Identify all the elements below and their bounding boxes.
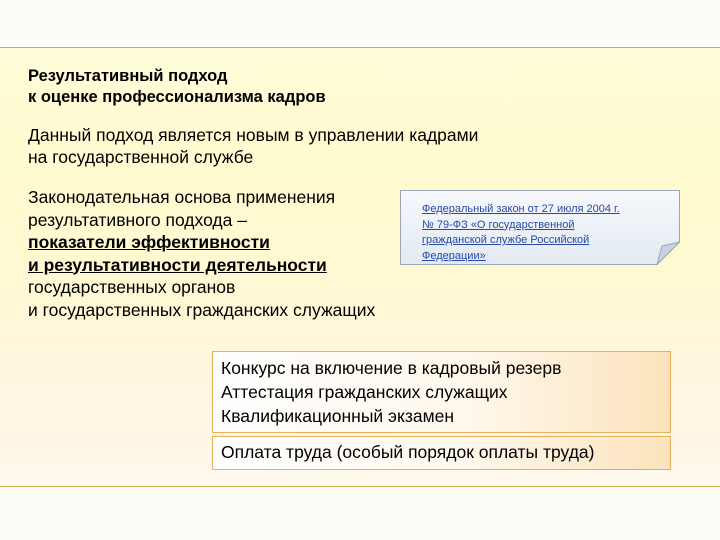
law-link-line[interactable]: Федеральный закон от 27 июля 2004 г. [422,203,620,215]
basis-emphasis-line: и результативности деятельности [28,254,327,275]
basis-line: и государственных гражданских служащих [28,299,376,320]
method-item: Квалификационный экзамен [221,406,455,426]
basis-line: государственных органов [28,277,236,297]
subtitle-line: Данный подход является новым в управлении кадрами [28,125,479,145]
slide-subtitle [28,124,478,168]
pay-box [212,436,671,470]
law-link-line[interactable]: № 79-ФЗ «О государственной [422,218,575,231]
subtitle-line: на государственной службе [28,147,254,167]
title-line: Результативный подход [28,67,228,85]
top-divider [0,47,720,48]
pay-item: Оплата труда (особый порядок оплаты труда) [221,442,595,462]
title-line: к оценке профессионализма кадров [28,88,326,106]
slide-title [28,66,326,108]
basis-line: результативного подхода – [28,209,247,230]
method-item: Конкурс на включение в кадровый резерв [221,358,562,378]
bottom-divider [0,486,720,487]
assessment-methods-box [212,351,671,433]
method-item: Аттестация гражданских служащих [221,382,508,402]
basis-emphasis-line: показатели эффективности [28,232,270,252]
law-link-line[interactable]: гражданской службе Российской [422,234,590,246]
law-link-line[interactable]: Федерации» [422,249,486,262]
law-link[interactable] [422,202,672,264]
legal-basis-text [28,186,375,321]
basis-line: Законодательная основа применения [28,187,336,207]
